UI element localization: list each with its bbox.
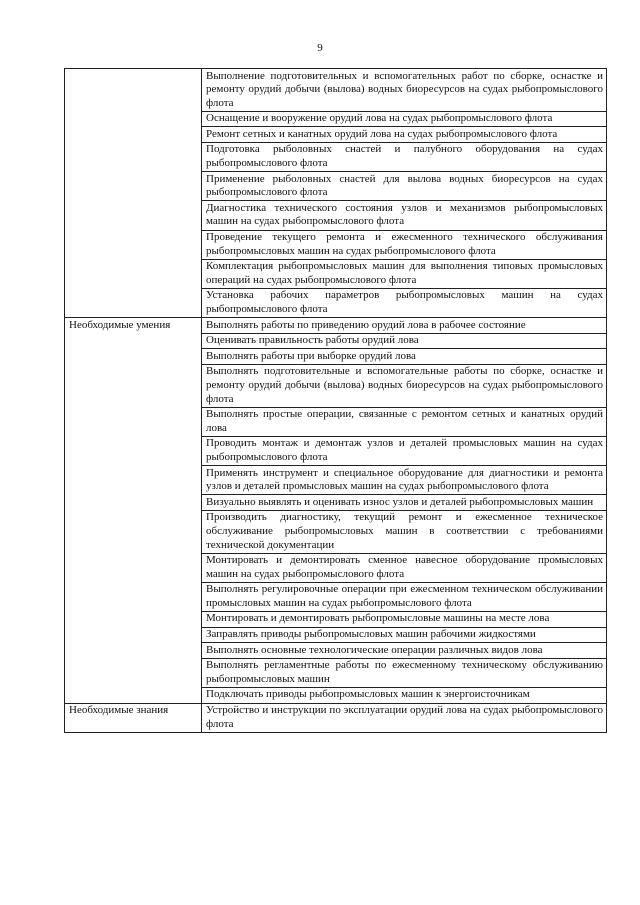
requirement-item: Применение рыболовных снастей для вылова водных биоресурсов на судах рыбопромыслового флота <box>202 172 607 201</box>
requirement-item: Устройство и инструкции по эксплуатации орудий лова на судах рыбопромыслового флота <box>202 703 607 732</box>
requirement-item: Производить диагностику, текущий ремонт и ежесменное техническое обслуживание рыбопромысловых машин в соответствии с требованиями технической документации <box>202 510 607 553</box>
requirement-item: Монтировать и демонтировать рыбопромысловые машины на месте лова <box>202 611 607 627</box>
requirement-item: Проводить монтаж и демонтаж узлов и деталей промысловых машин на судах рыбопромыслового флота <box>202 436 607 465</box>
requirement-item: Заправлять приводы рыбопромысловых машин рабочими жидкостями <box>202 627 607 643</box>
requirement-item: Выполнять основные технологические операции различных видов лова <box>202 643 607 659</box>
requirement-item: Выполнять регламентные работы по ежесменному техническому обслуживанию рыбопромысловых машин <box>202 658 607 687</box>
requirement-item: Монтировать и демонтировать сменное навесное оборудование промысловых машин на судах рыбопромыслового флота <box>202 553 607 582</box>
requirement-item: Ремонт сетных и канатных орудий лова на судах рыбопромыслового флота <box>202 127 607 143</box>
requirements-table-body <box>65 69 607 733</box>
requirement-item: Выполнять работы при выборке орудий лова <box>202 349 607 365</box>
requirement-item: Оценивать правильность работы орудий лова <box>202 333 607 349</box>
requirement-item: Визуально выявлять и оценивать износ узлов и деталей рыбопромысловых машин <box>202 495 607 511</box>
requirement-item: Применять инструмент и специальное оборудование для диагностики и ремонта узлов и деталей промысловых машин на судах рыбопромыслового флота <box>202 466 607 495</box>
requirement-item: Установка рабочих параметров рыбопромысловых машин на судах рыбопромыслового флота <box>202 288 607 317</box>
page-number: 9 <box>317 42 323 54</box>
requirement-item: Выполнять подготовительные и вспомогательные работы по сборке, оснастке и ремонту орудий добычи (вылова) водных биоресурсов на судах рыбопромыслового флота <box>202 364 607 407</box>
section-label-actions-continued <box>65 69 202 318</box>
requirement-item: Выполнять простые операции, связанные с ремонтом сетных и канатных орудий лова <box>202 407 607 436</box>
requirement-item: Диагностика технического состояния узлов и механизмов рыбопромысловых машин на судах рыбопромыслового флота <box>202 201 607 230</box>
section-label-skills: Необходимые умения <box>65 318 202 703</box>
requirements-table <box>64 68 607 733</box>
requirement-item: Выполнение подготовительных и вспомогательных работ по сборке, оснастке и ремонту орудий добычи (вылова) водных биоресурсов на судах рыбопромыслового флота <box>202 69 607 112</box>
table-row <box>65 703 607 732</box>
section-label-knowledge: Необходимые знания <box>65 703 202 732</box>
requirement-item: Подготовка рыболовных снастей и палубного оборудования на судах рыбопромыслового флота <box>202 142 607 171</box>
requirement-item: Проведение текущего ремонта и ежесменного технического обслуживания рыбопромысловых машин на судах рыбопромыслового флота <box>202 230 607 259</box>
requirement-item: Выполнять регулировочные операции при ежесменном техническом обслуживании промысловых машин на судах рыбопромыслового флота <box>202 582 607 611</box>
requirement-item: Комплектация рыбопромысловых машин для выполнения типовых промысловых операций на судах рыбопромыслового флота <box>202 259 607 288</box>
table-row <box>65 318 607 334</box>
table-row <box>65 69 607 112</box>
requirement-item: Подключать приводы рыбопромысловых машин к энергоисточникам <box>202 687 607 703</box>
requirement-item: Выполнять работы по приведению орудий лова в рабочее состояние <box>202 318 607 334</box>
requirement-item: Оснащение и вооружение орудий лова на судах рыбопромыслового флота <box>202 111 607 127</box>
